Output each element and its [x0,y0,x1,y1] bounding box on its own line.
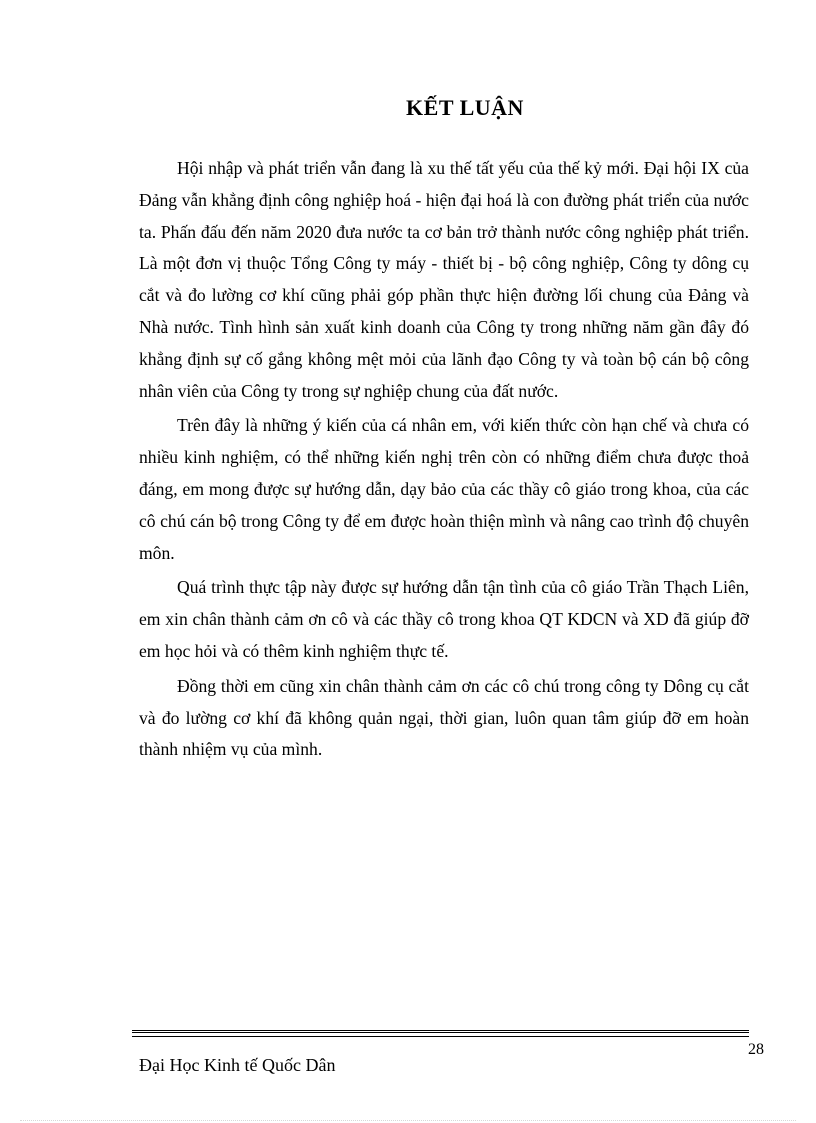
paragraph-4: Đồng thời em cũng xin chân thành cảm ơn các cô chú trong công ty Dông cụ cắt và đo lường cơ khí đã không quản ngại, thời gian, luôn quan tâm giúp đỡ em hoàn thành nhiệm vụ của mình. [139,675,749,760]
paragraph-3: Quá trình thực tập này được sự hướng dẫn tận tình của cô giáo Trần Thạch Liên, em xin chân thành cảm ơn cô và các thầy cô trong khoa QT KDCN và XD đã giúp đỡ em học hỏi và có thêm kinh nghiệm thực tế. [139,577,749,661]
paragraph-2: Trên đây là những ý kiến của cá nhân em, với kiến thức còn hạn chế và chưa có nhiều kinh nghiệm, có thể những kiến nghị trên còn có những điểm chưa được thoả đáng, em mong được sự hướng dẫn, dạy bảo của các thầy cô giáo trong khoa, của các cô chú cán bộ trong Công ty để em được hoàn thiện mình và nâng cao trình độ chuyên môn. [139,415,749,563]
paragraph-1: Hội nhập và phát triển vẫn đang là xu thế tất yếu của thế kỷ mới. Đại hội IX của Đảng vẫn khẳng định công nghiệp hoá - hiện đại hoá là con đường phát triển của nước ta. Phấn đấu đến năm 2020 đưa nước ta cơ bản trở thành nước công nghiệp phát triển. Là một đơn vị thuộc Tổng Công ty máy - thiết bị - bộ công nghiệp, Công ty dông cụ cắt và đo lường cơ khí cũng phải góp phần thực hiện đường lối chung của Đảng và Nhà nước. Tình hình sản xuất kinh doanh của Công ty trong những năm gần đây đó khẳng định sự cố gắng không mệt mỏi của lãnh đạo Công ty và toàn bộ cán bộ công nhân viên của Công ty trong sự nghiệp chung của đất nước. [139,158,749,401]
footer-organization: Đại Học Kinh tế Quốc Dân [139,1055,336,1075]
page-number: 28 [748,1041,764,1058]
document-body [139,153,749,769]
page-edge-divider [20,1120,796,1121]
footer-divider-thin [132,1036,749,1037]
page-title: KẾT LUẬN [406,95,524,120]
footer-divider [132,1030,749,1033]
